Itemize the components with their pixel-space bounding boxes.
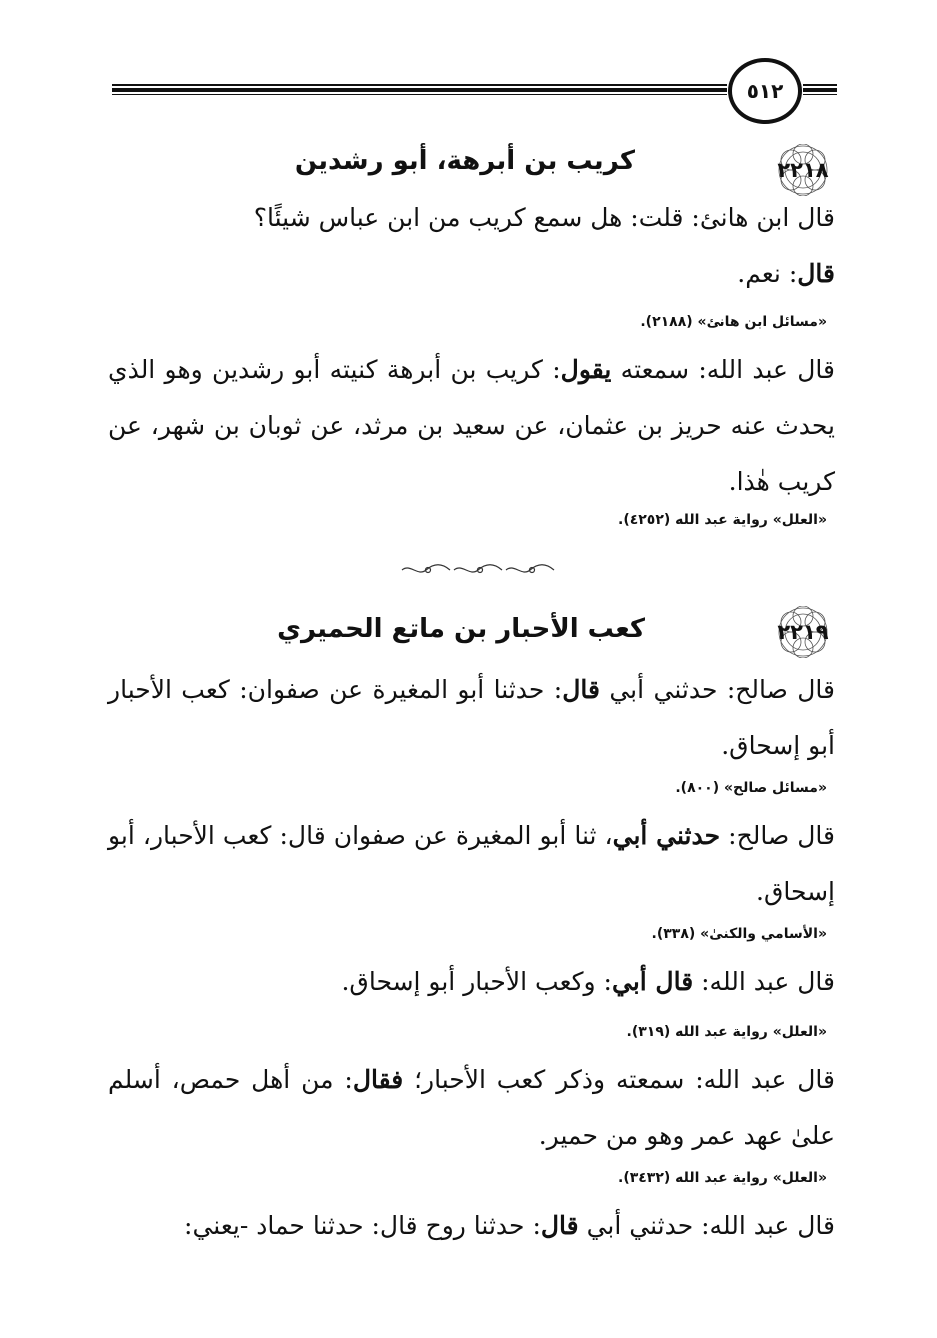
paragraph-bold-text: حدثني أبي	[612, 821, 721, 850]
paragraph-text: قال عبد الله:	[693, 967, 835, 996]
paragraph-text: ، ثنا أبو المغيرة عن صفوان قال: كعب الأحبار، أبو إسحاق.	[108, 821, 835, 906]
paragraph-text: قال ابن هانئ: قلت: هل سمع كريب من ابن عباس شيئًا؟	[253, 203, 835, 232]
paragraph-bold-text: يقول	[560, 355, 612, 384]
paragraph-bold-text: قال	[797, 259, 835, 288]
paragraph	[108, 1198, 835, 1254]
paragraph-bold-text: فقال	[352, 1065, 404, 1094]
paragraph-text: : حدثنا روح قال: حدثنا حماد -يعني:	[184, 1211, 541, 1240]
header-rule-left	[112, 84, 727, 95]
source-citation: «مسائل ابن هانئ» (٢١٨٨).	[640, 314, 827, 330]
paragraph-bold-text: قال أبي	[611, 967, 694, 996]
entry-number-badge	[770, 144, 836, 196]
paragraph-text: : حدثنا أبو المغيرة عن صفوان: كعب الأحبار أبو إسحاق.	[108, 675, 835, 760]
paragraph	[108, 808, 835, 920]
paragraph-text: قال عبد الله: حدثني أبي	[578, 1211, 835, 1240]
paragraph-text: : من أهل حمص، أسلم علىٰ عهد عمر وهو من حمير.	[108, 1065, 835, 1150]
entry-number-badge	[770, 606, 836, 658]
page-number: ٥١٢	[728, 58, 802, 124]
paragraph-text: قال عبد الله: سمعته	[611, 355, 835, 384]
source-citation: «الأسامي والكنىٰ» (٣٣٨).	[651, 926, 827, 942]
paragraph-text: : نعم.	[737, 259, 798, 288]
paragraph-text: : وكعب الأحبار أبو إسحاق.	[341, 967, 612, 996]
section-divider-ornament-icon	[398, 562, 560, 578]
paragraph-text: قال عبد الله: سمعته وذكر كعب الأحبار؛	[403, 1065, 835, 1094]
source-citation: «العلل» رواية عبد الله (٣٤٣٢).	[618, 1170, 827, 1186]
entry-number: ٢٢١٩	[777, 620, 829, 644]
paragraph-bold-text: قال	[562, 675, 600, 704]
entry-title: كريب بن أبرهة، أبو رشدين	[294, 146, 635, 176]
source-citation: «العلل» رواية عبد الله (٤٢٥٢).	[618, 512, 827, 528]
header-rule-right	[803, 84, 837, 95]
source-citation: «مسائل صالح» (٨٠٠).	[675, 780, 827, 796]
paragraph	[108, 190, 835, 302]
paragraph	[108, 342, 835, 510]
paragraph	[108, 954, 835, 1010]
paragraph-bold-text: قال	[540, 1211, 579, 1240]
source-citation: «العلل» رواية عبد الله (٣١٩).	[626, 1024, 827, 1040]
entry-title: كعب الأحبار بن ماتع الحميري	[277, 614, 645, 644]
paragraph	[108, 1052, 835, 1164]
paragraph-text: قال صالح:	[720, 821, 835, 850]
paragraph-text: : كريب بن أبرهة كنيته أبو رشدين وهو الذي يحدث عنه حريز بن عثمان، عن سعيد بن مرثد، عن ثوبان بن شهر، عن كريب هٰذا.	[108, 355, 835, 496]
paragraph-text: قال صالح: حدثني أبي	[599, 675, 835, 704]
entry-number: ٢٢١٨	[777, 158, 829, 182]
paragraph	[108, 662, 835, 774]
